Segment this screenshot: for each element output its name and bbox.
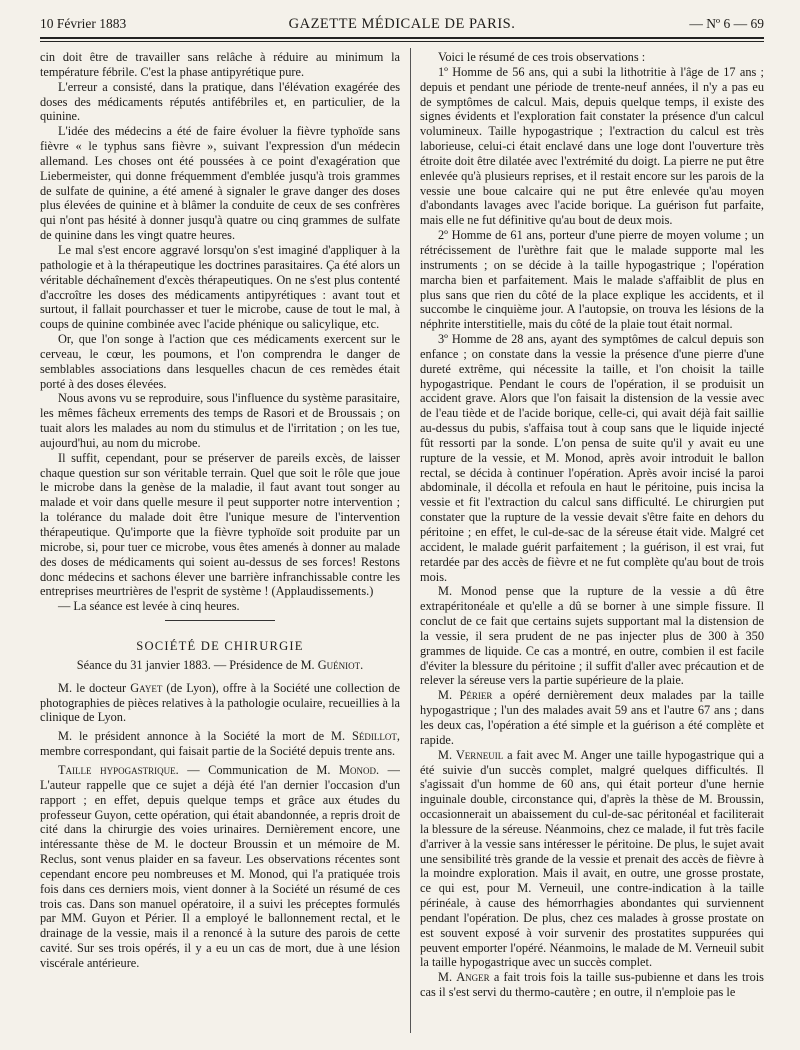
paragraph xyxy=(40,729,400,759)
seance-prefix: Séance du 31 janvier 1883. — Présidence de M. xyxy=(76,657,318,672)
section-title: SOCIÉTÉ DE CHIRURGIE xyxy=(136,639,304,654)
seance-president: Guéniot xyxy=(317,657,361,672)
paragraph: Voici le résumé de ces trois observations : xyxy=(438,50,646,64)
header-rule-thin xyxy=(40,41,764,42)
text-prefix: M. le président annonce à la Société la mort de M. xyxy=(58,729,353,744)
paragraph: Nous avons vu se reproduire, sous l'influence du système parasitaire, les mêmes fâcheux errements des temps de Rasori et de Broussais ; on tuait alors les malades au nom du stimulus et de l'irritation ; on les tue, aujourd'hui, au nom du microbe. xyxy=(40,391,400,450)
text-rest: , membre correspondant, qui faisait partie de la Société depuis trente ans. xyxy=(40,729,400,759)
paragraph: Le mal s'est encore aggravé lorsqu'on s'est imaginé d'appliquer à la pathologie et à la thérapeutique les doctrines parasitaires. Ça été alors un véritable déchaînement d'excès thérapeutiques. On ne s'est plus contenté d'accroître les doses des médicaments antipyrétiques : avant tout et surtout, il fallait pourchasser et tuer le microbe, cause de tout le mal, à coups de quinine combinée avec l'acide phénique ou salicylique, etc. xyxy=(40,242,400,332)
paragraph: Il suffit, cependant, pour se préserver de pareils excès, de laisser chaque question sur son véritable terrain. Quel que soit le rôle que joue le microbe dans la genèse de la maladie, il faut avant tout songer au malade et voir dans quelle mesure il peut supporter notre intervention ; la tolérance du malade doit être l'unique mesure de l'intervention thérapeutique. Qu'importe que la fièvre typhoïde soit produite par un microbe, si, pour tuer ce microbe, vous êtes amenés à donner au malade des doses de médicaments qui soient au-dessus de ses forces! Restons donc médecins et sachons élever une barrière infranchissable contre les entreprises meurtrières de l'esprit de système ! (Applaudissements.) xyxy=(40,450,400,599)
text-prefix: M. xyxy=(438,747,456,762)
paragraph: L'erreur a consisté, dans la pratique, dans l'élévation exagérée des doses des médicaments réputés antifébriles et, en particulier, de la quinine. xyxy=(40,79,400,124)
person-name: Monod xyxy=(339,762,377,777)
header-issue-page: — Nº 6 — 69 xyxy=(689,16,764,31)
text-prefix: M. le docteur xyxy=(58,680,131,695)
text-rest: a fait avec M. Anger une taille hypogastrique qui a été suivie d'un succès complet, malgré quelques difficultés. Il s'agissait d'un homme de 60 ans, qui était porteur d'une hernie inguinale double, circonstance qui, d'après la thèse de M. Broussin, occasionnerait un abaissement du cul-de-sac péritonéal et faciliterait la blessure de la séreuse. Néanmoins, chez ce malade, il fut très facile d'arriver à la vessie sans intéresser le péritoine. De plus, le sujet avait une sensibilité très grande de la vessie et prenait des accès de fièvre à la moindre exploration. Mais il avait, en outre, une grosse prostate, ce qui est, pour M. Verneuil, une contre-indication à la taille périnéale, à cause des hémorrhagies abondantes qui surviennent pendant l'opération. De plus, chez ces malades à grosse prostate on est souvent exposé à voir survenir des prostatites suppurées qui peuvent emporter l'opéré. Néanmoins, le malade de M. Verneuil subit la taille hypogastrique avec un succès complet. xyxy=(420,747,764,970)
right-column xyxy=(420,50,764,1040)
person-name: Gayet xyxy=(130,680,163,695)
text-prefix: M. xyxy=(438,688,460,703)
paragraph: cin doit être de travailler sans relâche à réduire au minimum la température fébrile. C'est la phase antipyrétique pure. xyxy=(40,50,400,79)
person-name: Verneuil xyxy=(455,747,504,762)
paragraph: 2º Homme de 61 ans, porteur d'une pierre de moyen volume ; un rétrécissement de l'urèthre fait que le malade supporte mal les instruments ; on se décide à la taille hypogastrique ; l'opération marcha bien et parfaitement. Mais le malade s'affaiblit de plus en plus sans que rien du côté de la place explique les accidents, et il succombe le cinquième jour. A l'autopsie, on trouva les lésions de la néphrite interstitielle, mais du côté de la plaie tout était normal. xyxy=(420,228,764,332)
header-rule-thick xyxy=(40,37,764,39)
paragraph: L'idée des médecins a été de faire évoluer la fièvre typhoïde sans fièvre « le typhus sans fièvre », suivant l'expression d'un médecin allemand. Les choses ont été poussées à ce point d'exagération que Liebermeister, qui donne fréquemment d'emblée jusqu'à trois grammes de sulfate de quinine, a été amené à signaler le grave danger des doses plus élevées de quinine et à blâmer la conduite de ceux de ses confrères qui n'ont pas hésité à donner jusqu'à quatre ou cinq grammes de sulfate de quinine dans les vingt quatre heures. xyxy=(40,124,400,243)
person-name: Anger xyxy=(456,970,490,985)
paragraph xyxy=(40,681,400,726)
seance-line: Séance du 31 janvier 1883. — Présidence de M. Guéniot. xyxy=(76,657,364,672)
text-prefix: . — Communication de M. xyxy=(175,762,340,777)
paragraph: 1º Homme de 56 ans, qui a subi la lithotritie à l'âge de 17 ans ; depuis et pendant une période de trente-neuf années, il n'y a pas eu de symptômes de calcul. Mais, depuis quelque temps, il existe des signes évidents et l'exploration fait constater la présence d'un calcul volumineux. Taille hypogastrique ; l'extraction du calcul est très laborieuse, celui-ci était enclavé dans une loge dont l'ouverture très étroite doit être dilatée avec l'extrémité du doigt. La pierre ne put être enlevée qu'à plusieurs reprises, et il restait encore sur les parois de la vessie une boue calcaire qui ne put être enlevée qu'au moyen d'abondants lavages avec l'acide borique. La guérison fut parfaite, mais elle ne fut définitive qu'au bout de deux mois. xyxy=(420,64,764,228)
text-prefix: M. xyxy=(438,970,457,985)
paragraph: M. Monod pense que la rupture de la vessie a dû être extrapéritonéale et qu'elle a dû se borner à une simple fissure. Il conclut de ce fait que certains sujets supportant mal la distension de la vessie, il sera prudent de ne pas injecter plus de 300 à 350 grammes de liquide. Ce cas a montré, en outre, combien il est facile d'éviter la blessure du péritoine ; il suffit d'aller avec précaution et de relever la séreuse vers la partie supérieure de la plaie. xyxy=(420,584,764,688)
paragraph xyxy=(40,763,400,971)
text-rest: a opéré dernièrement deux malades par la taille hypogastrique ; l'un des malades avait 59 ans et l'autre 67 ans ; dans les deux cas, l'opération a été simple et la guérison a été complète et rapide. xyxy=(420,688,764,747)
paragraph: 3º Homme de 28 ans, ayant des symptômes de calcul depuis son enfance ; on constate dans la vessie la présence d'une pierre d'une dureté extrême, qui nécessite la taille, et l'on choisit la taille hypogastrique. Pendant le cours de l'opération, il se produisit un accident grave. Alors que l'on faisait la distension de la vessie avec de l'eau tiède et de l'acide borique, celle-ci, qui avait déjà fait saillie au-dessus du pubis, s'affaisa tout à coup sans que le liquide injecté fût ressorti par la sonde. L'on pensa de suite qu'il y avait eu une rupture de la vessie, et M. Monod, après avoir introduit le ballon rectal, se décida à continuer l'opération. Après avoir incisé la paroi abdominale, il décolla et refoula en haut le péritoine, puis incisa la vessie et fit l'extraction du calcul sans difficulté. Le chirurgien put constater que la rupture de la vessie devait s'être faite en dehors du péritoine ; en effet, le cul-de-sac de la séreuse était vide. Malgré cet accident, le malade guérit parfaitement ; la guérison, il est vrai, fut retardée par des accès de fièvre et ne fut complète qu'au bout de trois mois. xyxy=(420,332,764,584)
text-rest: a fait trois fois la taille sus-pubienne et dans les trois cas il s'est servi du thermo-cautère ; en outre, il n'emploie pas le xyxy=(420,970,764,1000)
text-rest: . — L'auteur rappelle que ce sujet a déjà été l'an dernier l'occasion d'un rapport ; en effet, depuis quelque temps et grâce aux études du professeur Guyon, cette opération, qui était abandonnée, a repris droit de cité dans la chirurgie des voies urinaires. Dernièrement encore, une intéressante thèse de M. le docteur Broussin et un mémoire de M. Reclus, sont venus plaider en sa faveur. Les observations récentes sont cependant encore peu nombreuses et M. Monod, qui l'a pratiquée trois fois dans ces derniers mois, vient donner à la Société un résumé de ces trois cas. Dans son manuel opératoire, il a suivi les préceptes formulés par MM. Guyon et Périer. Il a employé le ballonnement rectal, et le drainage de la vessie, mais il a renoncé à la suture des parois de cette cavité. Sur ses trois opérés, il y a eu un cas de mort, due à une lésion viscérale antérieure. xyxy=(40,762,400,970)
header-date: 10 Février 1883 xyxy=(40,16,127,31)
paragraph-seance-close: — La séance est levée à cinq heures. xyxy=(58,599,240,614)
person-name: Périer xyxy=(459,688,493,703)
section-separator xyxy=(165,620,275,621)
column-divider xyxy=(410,48,411,1033)
left-column xyxy=(40,50,400,1040)
person-name: Sédillot xyxy=(352,729,397,744)
paragraph xyxy=(420,748,764,971)
paragraph xyxy=(420,688,764,747)
header-journal-title: GAZETTE MÉDICALE DE PARIS. xyxy=(288,16,516,32)
running-header xyxy=(40,16,764,38)
paragraph xyxy=(420,970,764,1000)
text-rest: (de Lyon), offre à la Société une collection de photographies de pièces relatives à la pathologie oculaire, recueillies à la clinique de Lyon. xyxy=(40,680,400,725)
topic-label: Taille hypogastrique xyxy=(58,762,176,777)
paragraph: Or, que l'on songe à l'action que ces médicaments exercent sur le cerveau, le cœur, les poumons, et l'on comprendra le danger de semblables associations dans lesquelles chacun de ces remèdes était porté à des doses élevées. xyxy=(40,332,400,391)
